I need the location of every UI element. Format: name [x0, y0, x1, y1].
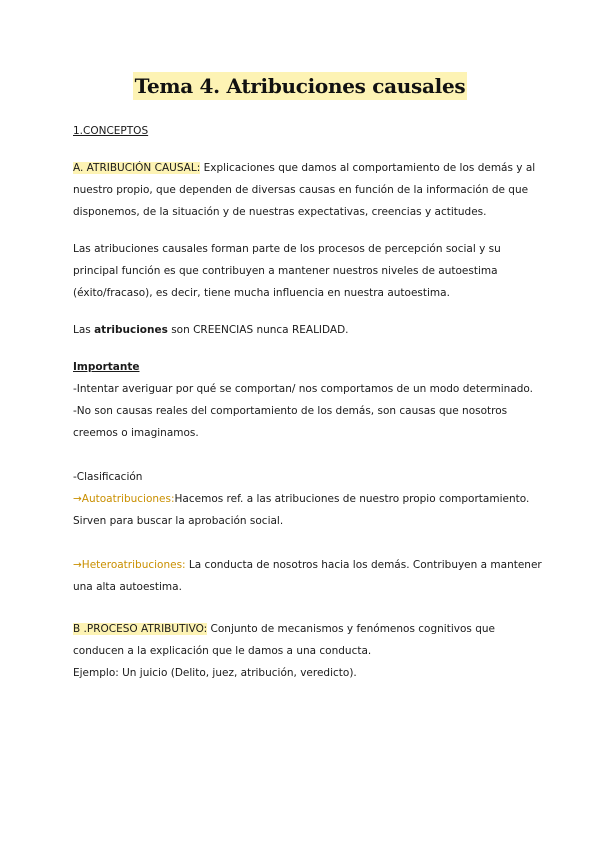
- creencias-post: son CREENCIAS nunca REALIDAD.: [167, 324, 349, 336]
- heteroatribuciones-label: →Heteroatribuciones:: [73, 559, 186, 571]
- proceso-block: [73, 618, 543, 684]
- clasificacion-heading: -Clasificación: [73, 471, 143, 483]
- importante-block: [73, 356, 543, 444]
- importante-line-2: -No son causas reales del comportamiento de los demás, son causas que nosotros creemos o imaginamos.: [73, 405, 508, 439]
- clasificacion-block: [73, 466, 543, 598]
- autoatribuciones-label: →Autoatribuciones:: [73, 493, 175, 505]
- creencias-pre: Las: [73, 324, 95, 336]
- title-wrapper: [0, 72, 600, 100]
- paragraph-percepcion-social: Las atribuciones causales forman parte de los procesos de percepción social y su principal función es que contribuyen a mantener nuestros niveles de autoestima (éxito/fracaso), es decir, tiene mucha influencia en nuestra autoestima.: [73, 243, 501, 299]
- paragraph-atribucion-causal: [73, 157, 543, 223]
- creencias-bold: atribuciones: [94, 324, 168, 336]
- importante-heading: Importante: [73, 361, 140, 373]
- proceso-paragraph: [73, 623, 495, 657]
- heteroatribuciones-item: [73, 554, 543, 598]
- paragraph-creencias: [73, 319, 543, 341]
- proceso-label: B .PROCESO ATRIBUTIVO:: [73, 623, 208, 635]
- document-body: [73, 120, 543, 684]
- proceso-text: Conjunto de mecanismos y fenómenos cognitivos que conducen a la explicación que le damos a una conducta.: [73, 623, 495, 657]
- proceso-example: Ejemplo: Un juicio (Delito, juez, atribución, veredicto).: [73, 667, 357, 679]
- heteroatribuciones-text: La conducta de nosotros hacia los demás. Contribuyen a mantener una alta autoestima.: [73, 559, 542, 593]
- importante-line-1: -Intentar averiguar por qué se comportan/ nos comportamos de un modo determinado.: [73, 383, 534, 395]
- atribucion-causal-label: A. ATRIBUCIÓN CAUSAL:: [73, 162, 201, 174]
- atribucion-causal-text: Explicaciones que damos al comportamiento de los demás y al nuestro propio, que dependen de diversas causas en función de la información de que disponemos, de la situación y de nuestras expectativas, creencias y actitudes.: [73, 162, 536, 218]
- page-title: Tema 4. Atribuciones causales: [134, 74, 466, 98]
- autoatribuciones-item: [73, 488, 543, 532]
- section-heading-conceptos: 1.CONCEPTOS: [73, 125, 149, 137]
- autoatribuciones-text: Hacemos ref. a las atribuciones de nuestro propio comportamiento. Sirven para buscar la aprobación social.: [73, 493, 530, 527]
